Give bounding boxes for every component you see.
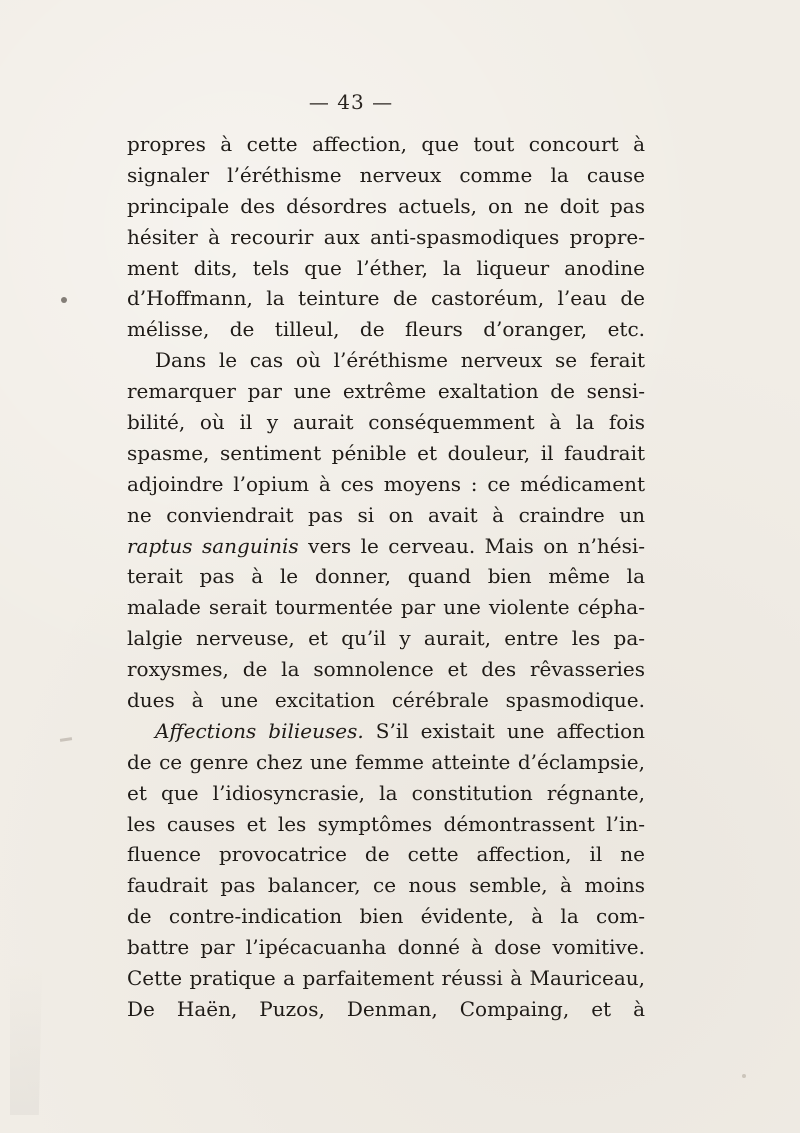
text-line: malade serait tourmentée par une violente cépha- [127, 595, 645, 620]
text-line: ment dits, tels que l’éther, la liqueur anodine [127, 255, 645, 280]
text-line: battre par l’ipécacuanha donné à dose vomitive. [127, 935, 645, 960]
text-line: remarquer par une extrême exaltation de sensi- [127, 379, 645, 404]
page-number: — 43 — [308, 90, 394, 114]
body-text [127, 129, 645, 1025]
italic-phrase: raptus sanguinis [127, 533, 299, 558]
text-line: mélisse, de tilleul, de fleurs d’oranger, etc. [127, 317, 645, 342]
text-line: raptus sanguinis vers le cerveau. Mais on n’hési- [127, 533, 646, 558]
text-line: dues à une excitation cérébrale spasmodique. [127, 688, 645, 713]
text-line: lalgie nerveuse, et qu’il y aurait, entre les pa- [127, 626, 645, 651]
text-line: ne conviendrait pas si on avait à craindre un [127, 502, 645, 527]
section-heading-italic: Affections bilieuses. [155, 718, 364, 743]
text-line: hésiter à recourir aux anti-spasmodiques propre- [127, 224, 645, 249]
text-line: Affections bilieuses. S’il existait une affection [155, 718, 645, 743]
text-line: et que l’idiosyncrasie, la constitution régnante, [127, 780, 645, 805]
text-line: fluence provocatrice de cette affection, il ne [127, 842, 645, 867]
text-line: terait pas à le donner, quand bien même la [127, 564, 645, 589]
text-line: propres à cette affection, que tout concourt à [127, 132, 645, 156]
margin-smudge [60, 737, 72, 742]
text-line: Cette pratique a parfaitement réussi à Mauriceau, [127, 966, 645, 991]
text-line: faudrait pas balancer, ce nous semble, à moins [127, 873, 645, 898]
text-line: principale des désordres actuels, on ne doit pas [127, 193, 645, 218]
margin-dot [61, 297, 67, 303]
text-line: De Haën, Puzos, Denman, Compaing, et à [127, 996, 645, 1021]
paper-mark [742, 1074, 746, 1078]
text-line: bilité, où il y aurait conséquemment à la fois [127, 410, 645, 435]
text-line: spasme, sentiment pénible et douleur, il faudrait [127, 440, 645, 465]
text-line: Dans le cas où l’éréthisme nerveux se ferait [155, 348, 645, 373]
text-line: d’Hoffmann, la teinture de castoréum, l’eau de [127, 286, 645, 311]
text-line: roxysmes, de la somnolence et des rêvasseries [127, 657, 645, 682]
text-line: signaler l’éréthisme nerveux comme la cause [127, 162, 645, 187]
text-line: de ce genre chez une femme atteinte d’éclampsie, [127, 749, 645, 774]
text-line: les causes et les symptômes démontrassent l’in- [127, 811, 645, 836]
text-line: adjoindre l’opium à ces moyens : ce médicament [127, 471, 645, 496]
text-line: de contre-indication bien évidente, à la com- [127, 904, 645, 929]
